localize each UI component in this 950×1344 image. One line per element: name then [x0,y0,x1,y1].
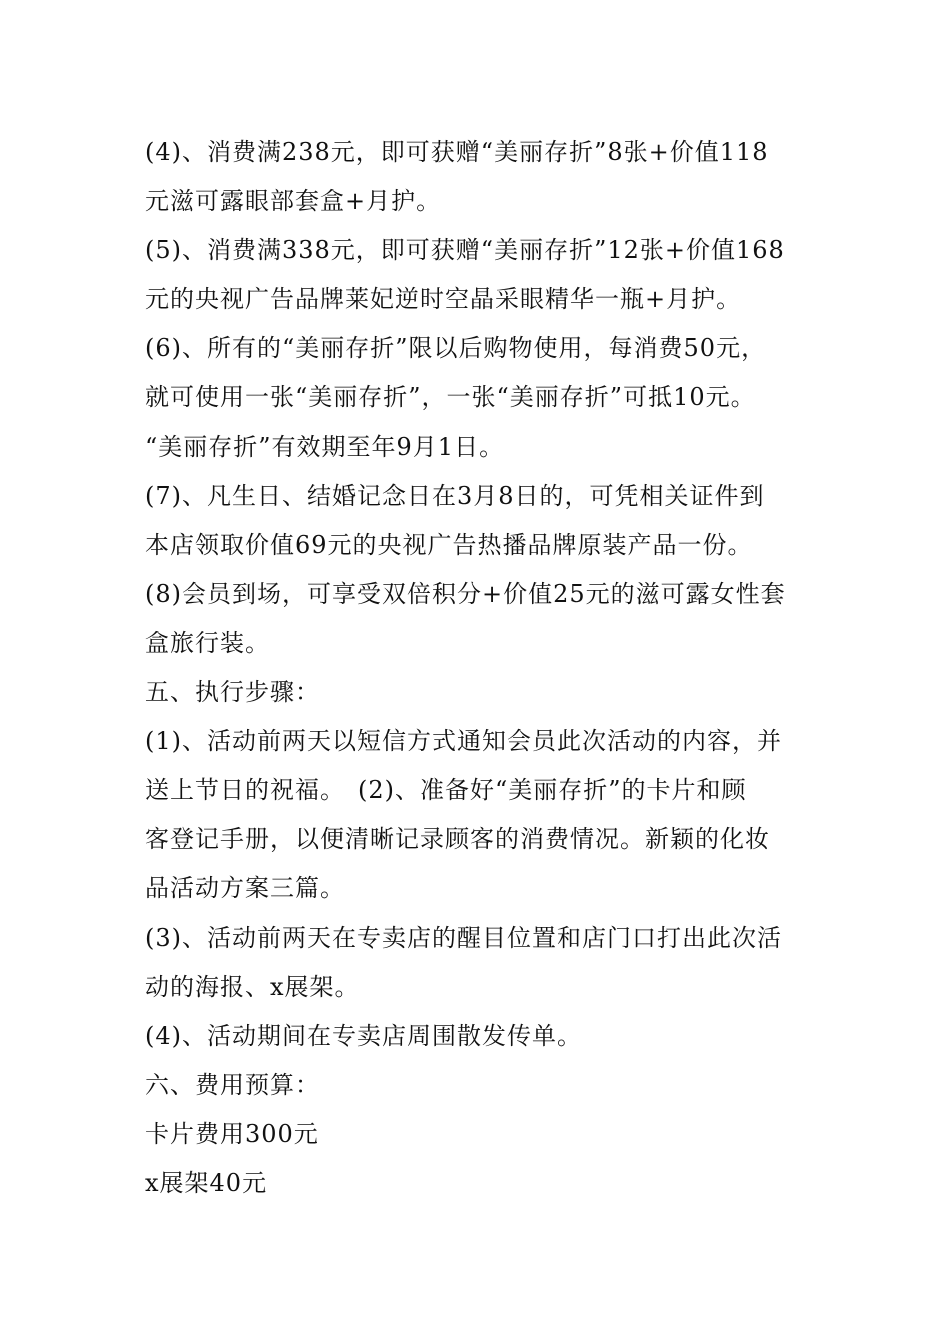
text-line: 元滋可露眼部套盒+月护。 [145,187,442,216]
text-line: (8)会员到场，可享受双倍积分+价值25元的滋可露女性套 [145,579,786,608]
text-line: (4)、活动期间在专卖店周围散发传单。 [145,1021,582,1050]
section-heading: 五、执行步骤： [145,678,320,707]
text-line: 品活动方案三篇。 [145,874,345,903]
text-line: (3)、活动前两天在专卖店的醒目位置和店门口打出此次活 [145,923,782,952]
text-line: (6)、所有的“美丽存折”限以后购物使用，每消费50元， [145,334,767,363]
document-body [145,128,825,1208]
text-line: 卡片费用300元 [145,1119,319,1148]
text-line: (5)、消费满338元，即可获赠“美丽存折”12张+价值168 [145,236,785,265]
text-line: 客登记手册，以便清晰记录顾客的消费情况。新颖的化妆 [145,825,770,854]
text-line: (1)、活动前两天以短信方式通知会员此次活动的内容，并 [145,727,782,756]
text-line: 送上节日的祝福。 (2)、准备好“美丽存折”的卡片和顾 [145,776,747,805]
text-line: 元的央视广告品牌莱妃逆时空晶采眼精华一瓶+月护。 [145,285,742,314]
section-heading: 六、费用预算： [145,1070,320,1099]
text-line: 动的海报、x展架。 [145,972,360,1001]
text-line: 盒旅行装。 [145,628,270,657]
text-line: “美丽存折”有效期至年9月1日。 [145,432,505,461]
text-line: 本店领取价值69元的央视广告热播品牌原装产品一份。 [145,530,753,559]
text-line: 就可使用一张“美丽存折”，一张“美丽存折”可抵10元。 [145,383,756,412]
text-line: (7)、凡生日、结婚记念日在3月8日的，可凭相关证件到 [145,481,765,510]
text-line: (4)、消费满238元，即可获赠“美丽存折”8张+价值118 [145,138,769,166]
text-line: x展架40元 [145,1168,268,1197]
